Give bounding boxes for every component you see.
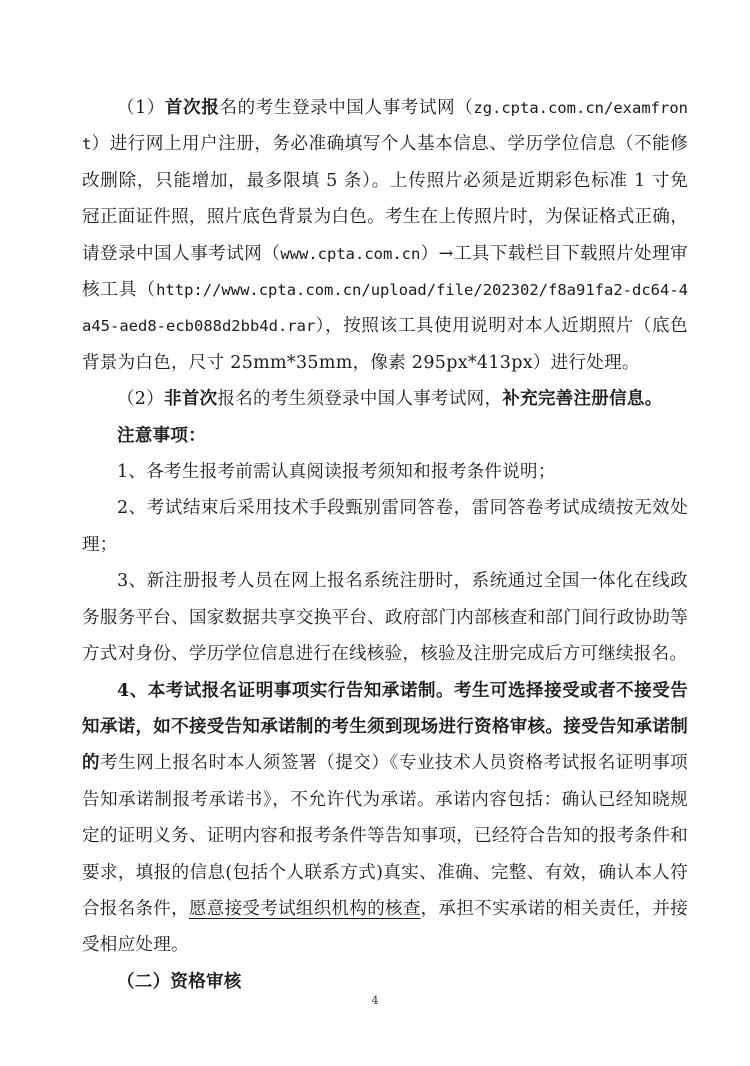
item4-bold-text: 4、本考试报名证明事项实行告知承诺制。考生可选择接受或者不接受告知承诺，如不接受告知承诺制的考生须到现场进行资格审核。接受告知承诺制的: [82, 680, 688, 774]
notice-heading: 注意事项：: [117, 425, 206, 446]
section-heading-qualification-review: （二）资格审核: [117, 971, 242, 992]
para1-number: （1）: [117, 98, 166, 118]
para1-text-2: ）进行网上用户注册，务必准确填写个人基本信息、学历学位信息（不能修改删除，只能增加，最多限填 5 条）。上传照片必须是近期彩色标准 1 寸免冠正面证件照，照片底色背景为白色。考生在上传照片时，为保证格式正确，请登录中国人事考试网（: [82, 134, 688, 264]
paragraph-non-first-registration: [82, 381, 688, 417]
para2-number: （2）: [117, 389, 165, 410]
page-number: 4: [371, 994, 379, 1007]
para2-bold-text-2: 补充完善注册信息。: [502, 389, 663, 410]
para2-text-1: 报名的考生须登录中国人事考试网，: [217, 389, 503, 410]
notice-item-4: [82, 673, 688, 964]
item4-underlined-text: 愿意接受考试组织机构的核查: [188, 898, 421, 919]
notice-item-2: 2、考试结束后采用技术手段甄别雷同答卷，雷同答卷考试成绩按无效处理；: [82, 498, 688, 555]
item4-text-1: 考生网上报名时本人须签署（提交）《专业技术人员资格考试报名证明事项告知承诺制报考承诺书》，不允许代为承诺。承诺内容包括：确认已经知晓规定的证明义务、证明内容和报考条件等告知事项，已经符合告知的报考条件和要求，填报的信息(包括个人联系方式)真实、准确、完整、有效，确认本人符合报名条件，: [82, 753, 688, 919]
photo-tool-url: http://www.cpta.com.cn/upload/file/202302/f8a91fa2-dc64-4a45-aed8-ecb088d2bb4d.rar: [82, 281, 688, 336]
notice-item-1: 1、各考生报考前需认真阅读报考须知和报考条件说明；: [117, 462, 556, 483]
para1-text-1: 名的考生登录中国人事考试网（: [219, 98, 474, 118]
para1-text-3: ）→工具下载栏目下载照片处理审核工具（: [82, 243, 688, 301]
para1-bold-text: 首次报: [165, 98, 220, 118]
cpta-url: www.cpta.com.cn: [280, 244, 421, 263]
exam-front-url: zg.cpta.com.cn/examfront: [82, 99, 688, 154]
document-body: [82, 90, 688, 1000]
item4-text-2: ，承担不实承诺的相关责任，并接受相应处理。: [82, 898, 689, 956]
notice-item-3: 3、新注册报考人员在网上报名系统注册时，系统通过全国一体化在线政务服务平台、国家数据共享交换平台、政府部门内部核查和部门间行政协助等方式对身份、学历学位信息进行在线核验，核验及注册完成后方可继续报名。: [82, 571, 688, 665]
para2-bold-text-1: 非首次: [164, 389, 218, 410]
paragraph-first-registration: [82, 90, 688, 381]
para1-text-4: ），按照该工具使用说明对本人近期照片（底色背景为白色，尺寸 25mm*35mm，像素 295px*413px）进行处理。: [82, 316, 688, 373]
